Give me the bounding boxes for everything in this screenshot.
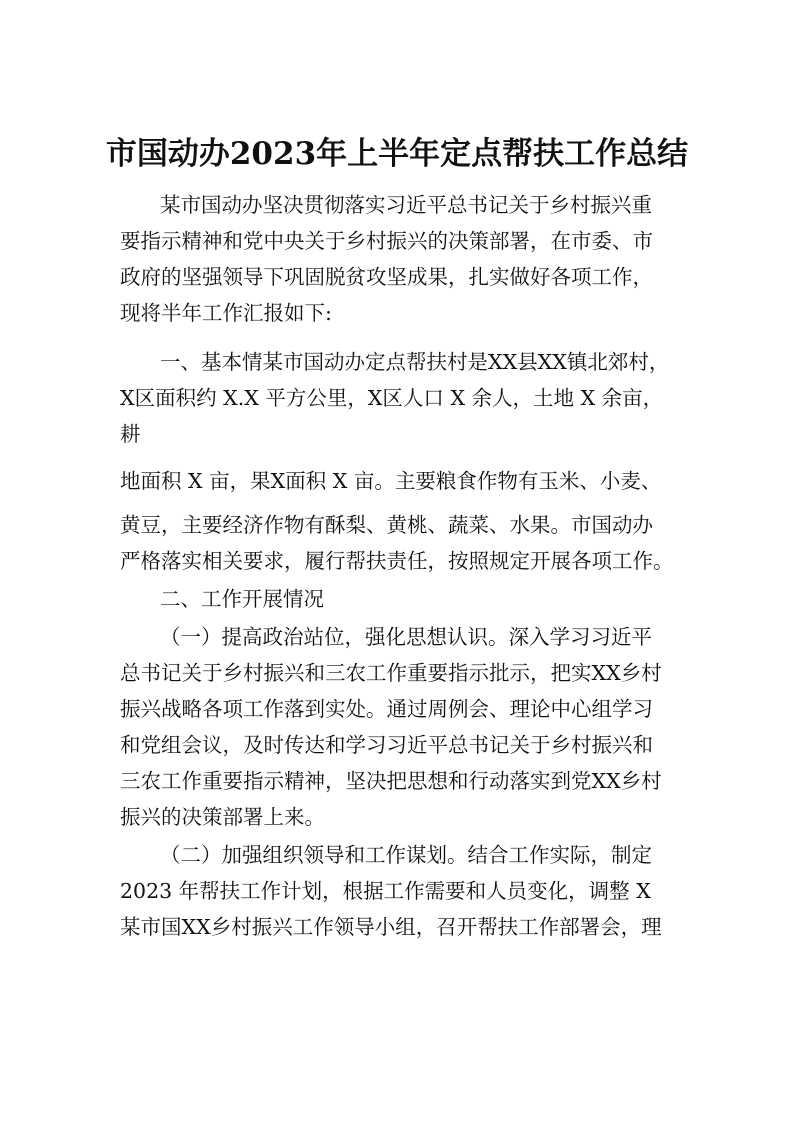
paragraph-line: 一、基本情某市国动办定点帮扶村是XX县XX镇北郊村， bbox=[160, 350, 670, 374]
paragraph-line: 总书记关于乡村振兴和三农工作重要指示批示，把实XX乡村 bbox=[120, 661, 662, 685]
paragraph-line: 耕 bbox=[120, 422, 141, 446]
paragraph-line: 现将半年工作汇报如下: bbox=[120, 301, 332, 325]
document-title: 市国动办2023年上半年定点帮扶工作总结 bbox=[105, 136, 689, 172]
paragraph-line: 要指示精神和党中央关于乡村振兴的决策部署，在市委、市 bbox=[120, 229, 653, 253]
paragraph-line: 2023 年帮扶工作计划，根据工作需要和人员变化，调整 X bbox=[120, 879, 651, 903]
section-heading: 二、工作开展情况 bbox=[160, 587, 324, 611]
paragraph-line: 黄豆，主要经济作物有酥梨、黄桃、蔬菜、水果。市国动办 bbox=[120, 513, 653, 537]
paragraph-line: （一）提高政治站位，强化思想认识。深入学习习近平 bbox=[160, 625, 652, 649]
paragraph-line: 和党组会议，及时传达和学习习近平总书记关于乡村振兴和 bbox=[120, 733, 653, 757]
paragraph-line: 某市国动办坚决贯彻落实习近平总书记关于乡村振兴重 bbox=[160, 193, 652, 217]
paragraph-line: 振兴战略各项工作落到实处。通过周例会、理论中心组学习 bbox=[120, 697, 653, 721]
paragraph-line: 某市国XX乡村振兴工作领导小组，召开帮扶工作部署会，理 bbox=[120, 915, 662, 939]
paragraph-line: （二）加强组织领导和工作谋划。结合工作实际，制定 bbox=[160, 843, 652, 867]
paragraph-line: 政府的坚强领导下巩固脱贫攻坚成果，扎实做好各项工作， bbox=[120, 265, 653, 289]
paragraph-line: 严格落实相关要求，履行帮扶责任，按照规定开展各项工作。 bbox=[120, 549, 674, 573]
paragraph-line: 地面积 X 亩，果X面积 X 亩。主要粮食作物有玉米、小麦、 bbox=[120, 469, 662, 493]
paragraph-line: X区面积约 X.X 平方公里，X区人口 X 余人，土地 X 余亩， bbox=[120, 386, 664, 410]
paragraph-line: 三农工作重要指示精神，坚决把思想和行动落实到党XX乡村 bbox=[120, 769, 662, 793]
paragraph-line: 振兴的决策部署上来。 bbox=[120, 805, 325, 829]
